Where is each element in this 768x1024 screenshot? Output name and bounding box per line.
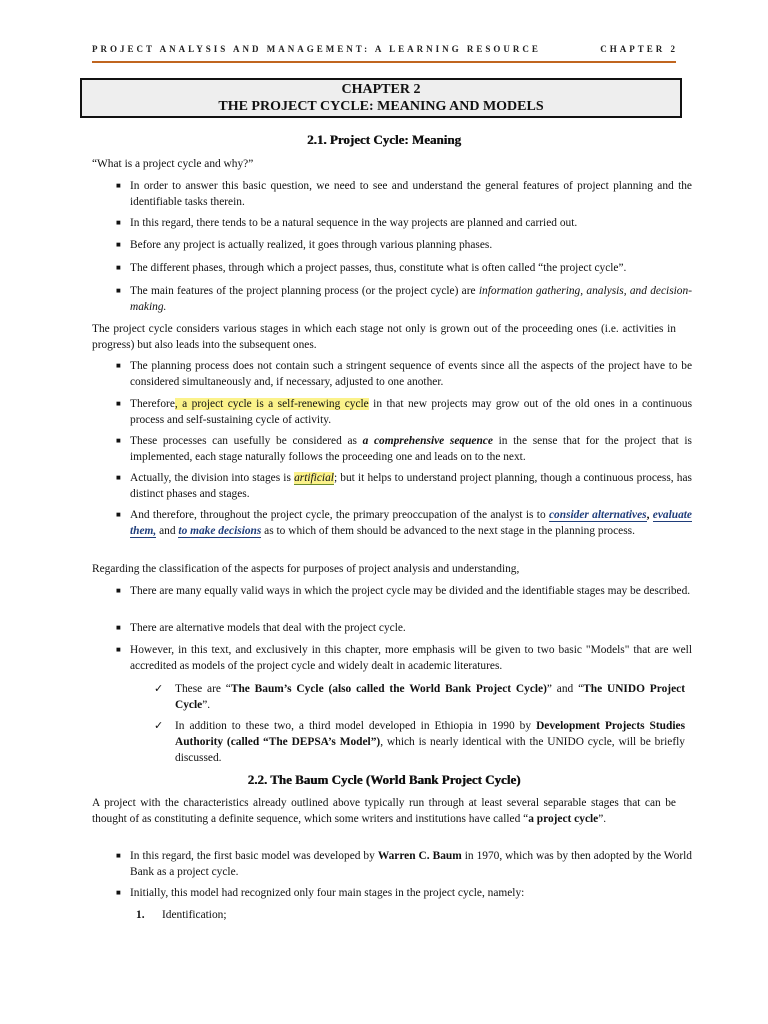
section-heading-2-2: 2.2. The Baum Cycle (World Bank Project Cycle) (247, 772, 521, 787)
bullet-icon: ■ (116, 473, 121, 482)
bullet-icon: ■ (116, 361, 121, 370)
bullet-text: The different phases, through which a project passes, thus, constitute what is often called “the project cycle”. (130, 262, 627, 274)
question-text: “What is a project cycle and why?” (92, 158, 254, 170)
paragraph: The project cycle considers various stages in which each stage not only is grown out of the proceeding ones (i.e. activities in progress) but also leads into the subsequent ones. (92, 323, 676, 351)
bullet-icon: ■ (116, 436, 121, 445)
bullet-text: The main features of the project planning process (or the project cycle) are information gathering, analysis, and decision-making. (130, 285, 692, 313)
checklist-text: These are “The Baum’s Cycle (also called the World Bank Project Cycle)” and “The UNIDO Project Cycle”. (175, 683, 685, 711)
bullet-icon: ■ (116, 218, 121, 227)
section-heading-2-1: 2.1. Project Cycle: Meaning (307, 132, 461, 147)
header-chapter: CHAPTER 2 (600, 44, 678, 54)
header-title: PROJECT ANALYSIS AND MANAGEMENT: A LEARNING RESOURCE (92, 44, 541, 54)
highlighted-text: artificial (294, 472, 334, 484)
bullet-text: The planning process does not contain such a stringent sequence of events since all the aspects of the project have to be considered simultaneously and, if necessary, adjusted to one another. (130, 360, 692, 388)
bullet-icon: ■ (116, 645, 121, 654)
bullet-icon: ■ (116, 181, 121, 190)
bullet-icon: ■ (116, 888, 121, 897)
checklist-text: In addition to these two, a third model developed in Ethiopia in 1990 by Development Projects Studies Authority (called “The DEPSA’s Model”), which is nearly identical with the UNIDO cycle, will be briefly discussed. (175, 720, 686, 764)
bullet-text: In order to answer this basic question, we need to see and understand the general features of project planning and the identifiable tasks therein. (130, 180, 692, 208)
chapter-number: CHAPTER 2 (341, 82, 421, 97)
bullet-text: There are alternative models that deal with the project cycle. (130, 622, 406, 634)
bullet-text: Therefore, a project cycle is a self-renewing cycle in that new projects may grow out of the old ones in a continuous process and self-sustaining cycle of activity. (130, 398, 692, 426)
bullet-text: Initially, this model had recognized only four main stages in the project cycle, namely: (130, 887, 525, 899)
bullet-text: In this regard, there tends to be a natural sequence in the way projects are planned and carried out. (130, 217, 578, 229)
bullet-icon: ■ (116, 240, 121, 249)
bullet-text: In this regard, the first basic model was developed by Warren C. Baum in 1970, which was by then adopted by the World Bank as a project cycle. (130, 850, 692, 878)
checkmark-icon: ✓ (154, 683, 164, 695)
bullet-text: There are many equally valid ways in which the project cycle may be divided and the identifiable stages may be described. (130, 585, 691, 597)
bullet-text: Actually, the division into stages is artificial; but it helps to understand project planning, though a continuous process, has distinct phases and stages. (130, 472, 692, 500)
bullet-icon: ■ (116, 623, 121, 632)
chapter-title-box (80, 78, 682, 118)
bullet-icon: ■ (116, 510, 121, 519)
bullet-text: These processes can usefully be considered as a comprehensive sequence in the sense that for the project that is implemented, each stage naturally follows the proceeding one and leads on to the next. (130, 435, 692, 463)
bullet-text: Before any project is actually realized, it goes through various planning phases. (130, 239, 493, 251)
chapter-title: THE PROJECT CYCLE: MEANING AND MODELS (218, 99, 544, 114)
checkmark-icon: ✓ (154, 720, 164, 732)
bullet-icon: ■ (116, 286, 121, 295)
bullet-icon: ■ (116, 399, 121, 408)
item-text: Identification; (162, 909, 227, 921)
bullet-icon: ■ (116, 851, 121, 860)
highlighted-text: , a project cycle is a self-renewing cycle (174, 398, 369, 410)
bullet-text: And therefore, throughout the project cycle, the primary preoccupation of the analyst is to consider alternatives, evaluate them, and to make decisions as to which of them should be advanced to the next stage in the planning process. (130, 509, 692, 537)
running-header (92, 44, 678, 54)
bullet-icon: ■ (116, 586, 121, 595)
paragraph: Regarding the classification of the aspects for purposes of project analysis and understanding, (92, 563, 520, 575)
bullet-text: However, in this text, and exclusively in this chapter, more emphasis will be given to two basic "Models" that are well accredited as models of the project cycle and widely dealt in academic literatures. (130, 644, 692, 672)
bullet-icon: ■ (116, 263, 121, 272)
item-number: 1. (136, 909, 145, 921)
header-rule (92, 61, 676, 63)
paragraph: A project with the characteristics already outlined above typically run through at least several separable stages that can be thought of as constituting a definite sequence, which some writers and institutions have called “a project cycle”. (92, 797, 676, 825)
